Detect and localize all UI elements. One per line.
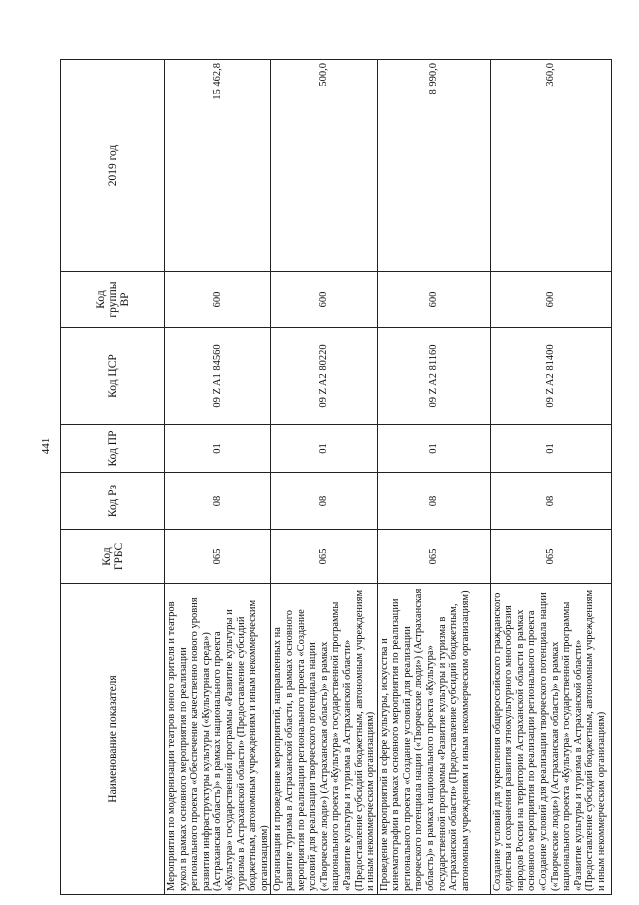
row-rz: 08	[271, 473, 377, 530]
row-name: Мероприятия по модернизации театров юного зрителя и театров кукол в рамках основного мероприятия по реализации регионального проекта «Обеспечение качественно нового уровня развития инфраструктуры культуры («Культурная среда») (Астраханская область)» в рамках национального проекта «Культура» государственной программы «Развитие культуры и туризма в Астраханской области» (Предоставление субсидий бюджетным, автономным учреждениям и иным некоммерческим организациям)	[165, 584, 271, 895]
header-vr: Код группы ВР	[61, 272, 165, 328]
table-row	[377, 60, 490, 895]
row-name: Организация и проведение мероприятий, направленных на развитие туризма в Астраханской области, в рамках основного мероприятия по реализации регионального проекта «Создание условий для реализации творческого потенциала нации («Творческие люди») (Астраханская область)» в рамках национального проекта «Культура» государственной программы «Развитие культуры и туризма в Астраханской области» (Предоставление субсидий бюджетным, автономным учреждениям и иным некоммерческим организациям)	[271, 584, 377, 895]
row-pr: 01	[377, 425, 490, 473]
row-csr: 09 Z A2 81160	[377, 328, 490, 425]
header-row	[61, 60, 165, 895]
header-grbs: Код ГРБС	[61, 530, 165, 584]
header-pr: Код ПР	[61, 425, 165, 473]
row-name: Создание условий для укрепления общероссийского гражданского единства и сохранения развития этнокультурного многообразия народов России на территории Астраханской области в рамках основного мероприятия по реализации регионального проекта «Создание условий для реализации творческого потенциала нации («Творческие люди») (Астраханская область)» в рамках национального проекта «Культура» государственной программы «Развитие культуры и туризма в Астраханской области» (Предоставление субсидий бюджетным, автономным учреждениям и иным некоммерческим организациям)	[490, 584, 611, 895]
header-2019: 2019 год	[61, 60, 165, 272]
row-pr: 01	[490, 425, 611, 473]
row-name: Проведение мероприятий в сфере культуры, искусства и кинематографии в рамках основного мероприятия по реализации регионального проекта «Создание условий для реализации творческого потенциала нации («Творческие люди») (Астраханская область)» в рамках национального проекта «Культура» государственной программы «Развитие культуры и туризма в Астраханской области» (Предоставление субсидий бюджетным, автономным учреждениям и иным некоммерческим организациям)	[377, 584, 490, 895]
row-csr: 09 Z A2 80220	[271, 328, 377, 425]
header-csr: Код ЦСР	[61, 328, 165, 425]
row-vr: 600	[165, 272, 271, 328]
row-rz: 08	[165, 473, 271, 530]
row-vr: 600	[377, 272, 490, 328]
row-grbs: 065	[271, 530, 377, 584]
header-rz: Код Рз	[61, 473, 165, 530]
row-csr: 09 Z A1 84560	[165, 328, 271, 425]
row-csr: 09 Z A2 81400	[490, 328, 611, 425]
row-rz: 08	[490, 473, 611, 530]
row-2019: 8 990,0	[377, 60, 490, 272]
budget-table	[60, 59, 612, 895]
table-row	[490, 60, 611, 895]
row-2019: 360,0	[490, 60, 611, 272]
row-rz: 08	[377, 473, 490, 530]
header-name: Наименование показателя	[61, 584, 165, 895]
row-grbs: 065	[377, 530, 490, 584]
table-row	[271, 60, 377, 895]
row-pr: 01	[271, 425, 377, 473]
row-grbs: 065	[490, 530, 611, 584]
row-2019: 15 462,8	[165, 60, 271, 272]
row-pr: 01	[165, 425, 271, 473]
row-vr: 600	[271, 272, 377, 328]
rotated-table-wrapper	[60, 60, 608, 895]
table-row	[165, 60, 271, 895]
page-number: 441	[40, 437, 52, 455]
row-grbs: 065	[165, 530, 271, 584]
row-2019: 500,0	[271, 60, 377, 272]
row-vr: 600	[490, 272, 611, 328]
